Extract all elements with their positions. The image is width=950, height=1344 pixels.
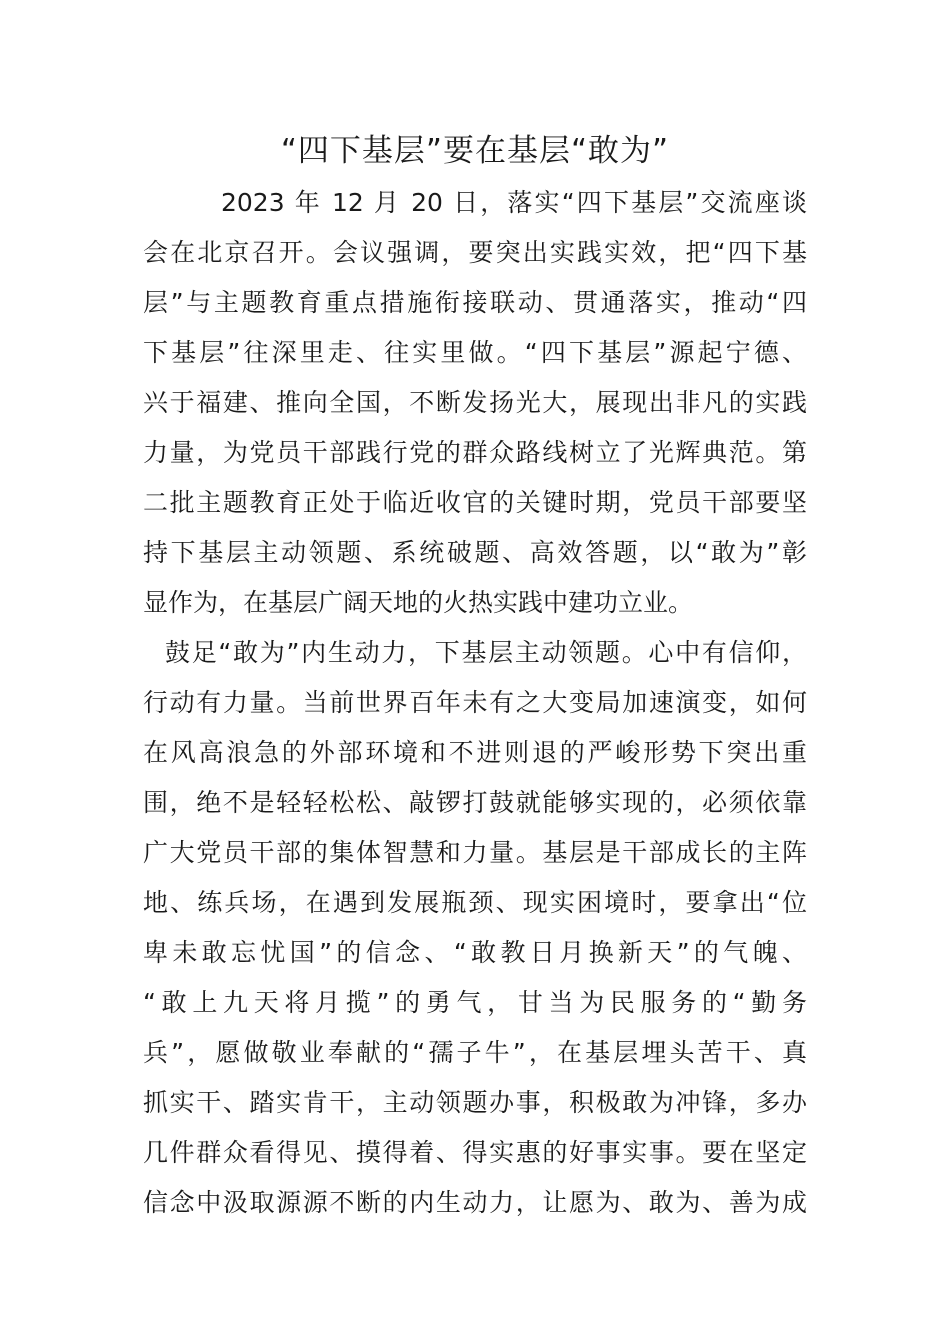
- document-body: [143, 178, 807, 1228]
- paragraph-line: 层”与主题教育重点措施衔接联动、贯通落实，推动“四: [143, 288, 807, 317]
- paragraph-line: 几件群众看得见、摸得着、得实惠的好事实事。要在坚定: [143, 1138, 807, 1167]
- paragraph-line: 鼓足“敢为”内生动力，下基层主动领题。心中有信仰，: [165, 638, 807, 667]
- paragraph-line: 兴于福建、推向全国，不断发扬光大，展现出非凡的实践: [143, 388, 807, 417]
- paragraph-line: 兵”，愿做敬业奉献的“孺子牛”，在基层埋头苦干、真: [143, 1038, 807, 1067]
- paragraph-line: 显作为，在基层广阔天地的火热实践中建功立业。: [143, 588, 694, 617]
- paragraph-line: 力量，为党员干部践行党的群众路线树立了光辉典范。第: [143, 438, 807, 467]
- paragraph-line: 行动有力量。当前世界百年未有之大变局加速演变，如何: [143, 688, 807, 717]
- paragraph-line: 广大党员干部的集体智慧和力量。基层是干部成长的主阵: [143, 838, 807, 867]
- paragraph-line: 卑未敢忘忧国”的信念、“敢教日月换新天”的气魄、: [143, 938, 807, 967]
- paragraph-line: 地、练兵场，在遇到发展瓶颈、现实困境时，要拿出“位: [143, 888, 807, 917]
- paragraph-line: 信念中汲取源源不断的内生动力，让愿为、敢为、善为成: [143, 1188, 807, 1217]
- document-title: “四下基层”要在基层“敢为”: [280, 133, 670, 169]
- paragraph-line: 在风高浪急的外部环境和不进则退的严峻形势下突出重: [143, 738, 807, 767]
- paragraph-line: 持下基层主动领题、系统破题、高效答题，以“敢为”彰: [143, 538, 807, 567]
- paragraph-line: “敢上九天将月揽”的勇气，甘当为民服务的“勤务: [143, 988, 807, 1017]
- paragraph-line: 抓实干、踏实肯干，主动领题办事，积极敢为冲锋，多办: [143, 1088, 807, 1117]
- paragraph-line: 会在北京召开。会议强调，要突出实践实效，把“四下基: [143, 238, 807, 267]
- paragraph-line: 二批主题教育正处于临近收官的关键时期，党员干部要坚: [143, 488, 807, 517]
- paragraph-line: 下基层”往深里走、往实里做。“四下基层”源起宁德、: [143, 338, 807, 367]
- paragraph-line: 围，绝不是轻轻松松、敲锣打鼓就能够实现的，必须依靠: [143, 788, 807, 817]
- paragraph-line: 2023 年 12 月 20 日，落实“四下基层”交流座谈: [221, 188, 807, 217]
